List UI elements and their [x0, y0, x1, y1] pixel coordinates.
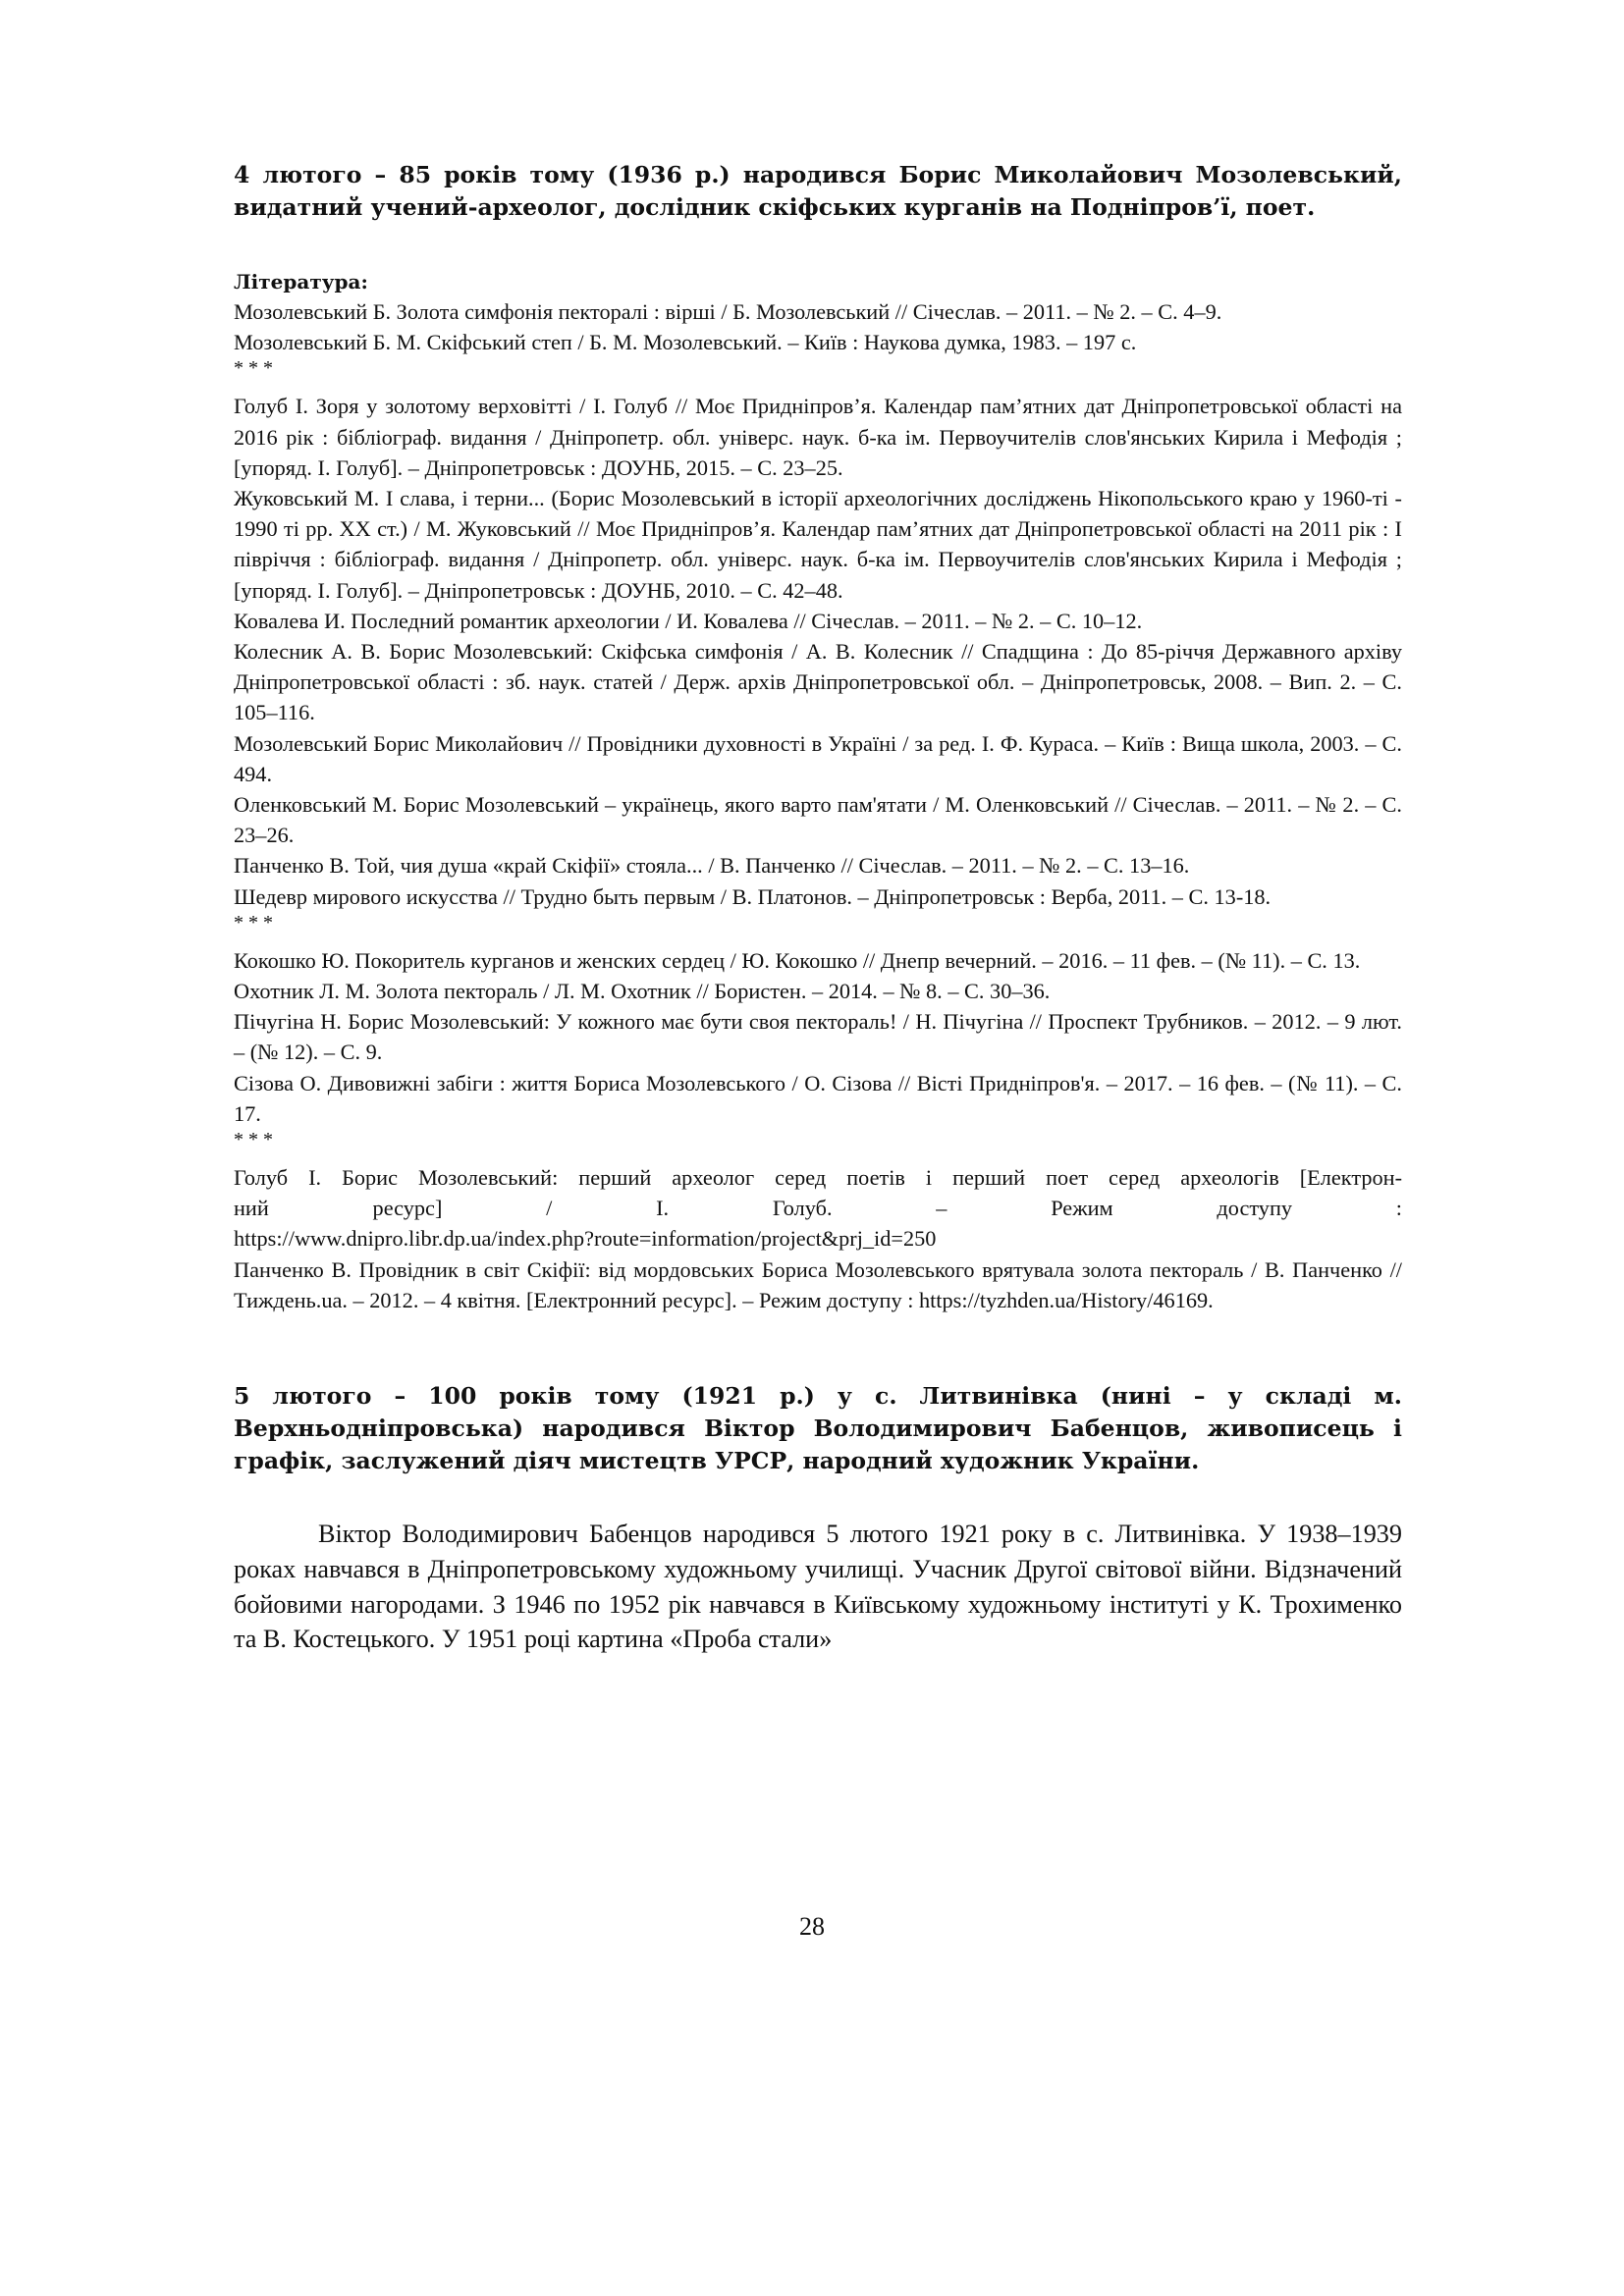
separator-stars: * * *: [234, 1129, 273, 1151]
reference-entry: Кокошко Ю. Покоритель курганов и женских сердец / Ю. Кокошко // Днепр вечерний. – 2016. – 11 фев. – (№ 11). – С. 13.: [234, 947, 1361, 973]
reference-entry-electronic-url: https://www.dnipro.libr.dp.ua/index.php?route=information/project&prj_id=250: [234, 1226, 937, 1252]
reference-entry-electronic-line2: ний ресурс] / І. Голуб. – Режим доступу :: [234, 1196, 1402, 1221]
reference-entry: Охотник Л. М. Золота пектораль / Л. М. Охотник // Бористен. – 2014. – № 8. – С. 30–36.: [234, 979, 1051, 1004]
body-paragraph: Віктор Володимирович Бабенцов народився 5 лютого 1921 року в с. Литвинівка. У 1938–1939 роках навчався в Дніпропетровському художньому училищі. Учасник Другої світової війни. Відзначений бойовими нагородами. З 1946 по 1952 рік навчався в Київському художньому інституті у К. Трохименко та В. Костецького. У 1951 році картина «Проба стали»: [234, 1520, 1402, 1654]
reference-entry: Мозолевський Б. Золота симфонія пекторалі : вірші / Б. Мозолевський // Січеслав. – 2011. – № 2. – С. 4–9.: [234, 299, 1222, 324]
reference-entry: Панченко В. Провідник в світ Скіфії: від мордовських Бориса Мозолевського врятувала золота пектораль / В. Панченко // Тиждень.ua. – 2012. – 4 квітня. [Електронний ресурс]. – Режим доступу : https://tyzhden.ua/History/46169.: [234, 1256, 1402, 1312]
reference-entry: Мозолевський Борис Миколайович // Провідники духовності в Україні / за ред. І. Ф. Кураса. – Київ : Вища школа, 2003. – С. 494.: [234, 730, 1402, 786]
reference-entry: Панченко В. Той, чия душа «край Скіфії» стояла... / В. Панченко // Січеслав. – 2011. – № 2. – С. 13–16.: [234, 853, 1190, 879]
page-number: 28: [799, 1912, 825, 1941]
separator-stars: * * *: [234, 911, 273, 934]
literature-label: Література:: [234, 270, 368, 294]
section-heading-babentsov: 5 лютого – 100 років тому (1921 р.) у с. Литвинівка (нині – у складі м. Верхньодніпровська) народився Віктор Володимирович Бабенцов, живописець і графік, заслужений діяч мистецтв УРСР, народний художник України.: [234, 1382, 1402, 1475]
reference-entry-electronic-line1: Голуб І. Борис Мозолевський: перший археолог серед поетів і перший поет серед археологів [Електрон-: [234, 1165, 1402, 1191]
reference-entry: Мозолевський Б. М. Скіфський степ / Б. М. Мозолевський. – Київ : Наукова думка, 1983. – 197 с.: [234, 330, 1137, 355]
section-babentsov: [234, 1380, 1402, 1657]
reference-entry: Колесник А. В. Борис Мозолевський: Скіфська симфонія / А. В. Колесник // Спадщина : До 85-річчя Державного архіву Дніпропетровської області : зб. наук. статей / Держ. архів Дніпропетровської обл. – Дніпропетровськ, 2008. – Вип. 2. – С. 105–116.: [234, 639, 1402, 725]
reference-entry: Сізова О. Дивовижні забіги : життя Бориса Мозолевського / О. Сізова // Вісті Придніпров'я. – 2017. – 16 фев. – (№ 11). – С. 17.: [234, 1070, 1402, 1126]
reference-entry: Шедевр мирового искусства // Трудно быть первым / В. Платонов. – Дніпропетровськ : Верба, 2011. – С. 13-18.: [234, 883, 1272, 909]
reference-entry: Голуб І. Зоря у золотому верховітті / І. Голуб // Моє Придніпров’я. Календар пам’ятних дат Дніпропетровської області на 2016 рік : бібліограф. видання / Дніпропетр. обл. універс. наук. б-ка ім. Первоучителів слов'янських Кирила і Мефодія ; [упоряд. І. Голуб]. – Дніпропетровськ : ДОУНБ, 2015. – С. 23–25.: [234, 394, 1402, 480]
reference-entry: Оленковський М. Борис Мозолевський – українець, якого варто пам'ятати / М. Оленковський // Січеслав. – 2011. – № 2. – С. 23–26.: [234, 792, 1402, 848]
separator-stars: * * *: [234, 357, 273, 380]
reference-entry: Пічугіна Н. Борис Мозолевський: У кожного має бути своя пектораль! / Н. Пічугіна // Проспект Трубников. – 2012. – 9 лют. – (№ 12). – С. 9.: [234, 1009, 1402, 1065]
document-page: [234, 157, 1402, 1657]
reference-entry: Жуковський М. І слава, і терни... (Борис Мозолевський в історії археологічних досліджень Нікопольського краю у 1960-ті - 1990 ті рр. ХХ ст.) / М. Жуковський // Моє Придніпров’я. Календар пам’ятних дат Дніпропетровської області на 2011 рік : І півріччя : бібліограф. видання / Дніпропетр. обл. універс. наук. б-ка ім. Первоучителів слов'янських Кирила і Мефодія ; [упоряд. І. Голуб]. – Дніпропетровськ : ДОУНБ, 2010. – С. 42–48.: [234, 486, 1402, 603]
references-list: [234, 296, 1402, 1315]
section-heading-mozolevsky: 4 лютого – 85 років тому (1936 р.) народився Борис Миколайович Мозолевський, видатний учений-археолог, дослідник скіфських курганів на Подніпров’ї, поет.: [234, 161, 1402, 221]
reference-entry: Ковалева И. Последний романтик археологии / И. Ковалева // Січеслав. – 2011. – № 2. – С. 10–12.: [234, 608, 1143, 633]
